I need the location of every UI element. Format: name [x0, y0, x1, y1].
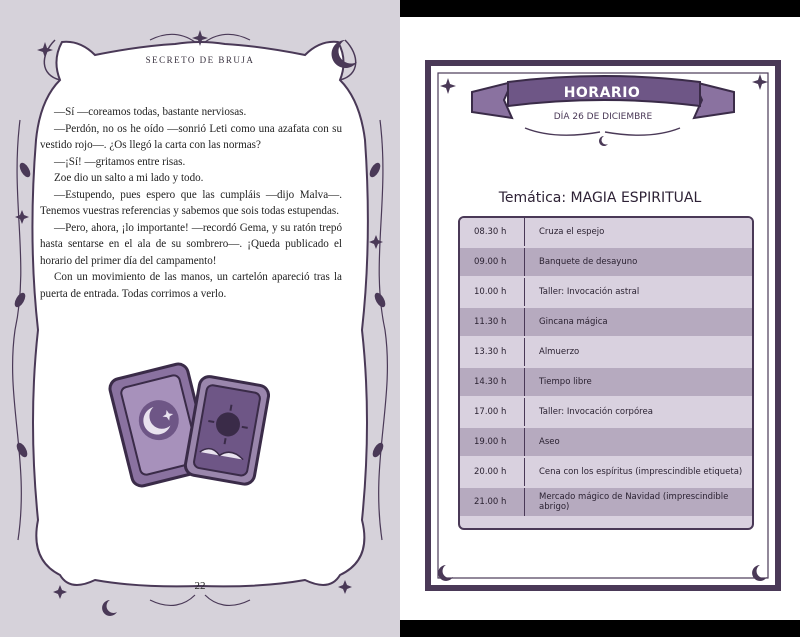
row-activity: Taller: Invocación astral — [539, 287, 640, 297]
row-time: 14.30 h — [474, 377, 507, 387]
table-row — [460, 308, 752, 336]
row-activity: Aseo — [539, 437, 560, 447]
row-activity: Mercado mágico de Navidad (imprescindible abrigo) — [539, 492, 729, 512]
row-activity: Cruza el espejo — [539, 227, 605, 237]
table-row — [460, 338, 752, 366]
table-row — [460, 458, 752, 486]
row-time: 19.00 h — [474, 437, 507, 447]
body-text — [40, 104, 342, 302]
running-head: SECRETO DE BRUJA — [145, 55, 255, 65]
row-activity: Taller: Invocación corpórea — [539, 407, 653, 417]
table-row — [460, 428, 752, 456]
schedule-title: HORARIO — [563, 85, 641, 101]
paragraph: Zoe dio un salto a mi lado y todo. — [54, 172, 204, 184]
paragraph: Con un movimiento de las manos, un cartelón apareció tras la puerta de entrada. Todas corrimos a verlo. — [40, 271, 342, 300]
paragraph: —Estupendo, pues espero que las cumpláis —dijo Malva—. Tenemos vuestras referencias y sabemos que sois todas estupendas. — [40, 188, 342, 217]
row-time: 08.30 h — [474, 227, 507, 237]
paragraph: —¡Sí! —gritamos entre risas. — [54, 155, 186, 168]
row-activity: Gincana mágica — [539, 317, 608, 327]
paragraph: —Pero, ahora, ¡lo importante! —recordó Gema, y su ratón trepó hasta sentarse en el ala de su sombrero—. ¡Queda publicado el horario del primer día del campamento! — [40, 221, 342, 267]
table-row — [460, 488, 752, 516]
page-number: 22 — [194, 580, 206, 592]
row-activity: Almuerzo — [539, 347, 580, 357]
row-time: 13.30 h — [474, 347, 507, 357]
table-row — [460, 218, 752, 246]
row-activity: Cena con los espíritus (imprescindible etiqueta) — [539, 467, 743, 477]
schedule-table — [458, 216, 754, 530]
row-time: 21.00 h — [474, 497, 507, 507]
schedule-theme: Temática: MAGIA ESPIRITUAL — [498, 190, 702, 206]
row-activity: Banquete de desayuno — [539, 257, 638, 267]
table-row — [460, 398, 752, 426]
paragraph: —Perdón, no os he oído —sonrió Leti como una azafata con su vestido rojo—. ¿Os llegó la carta con las normas? — [40, 122, 342, 151]
table-row — [460, 278, 752, 306]
table-row — [460, 368, 752, 396]
schedule-date: DÍA 26 DE DICIEMBRE — [553, 112, 653, 122]
row-time: 10.00 h — [474, 287, 507, 297]
row-time: 09.00 h — [474, 257, 507, 267]
paragraph: —Sí —coreamos todas, bastante nerviosas. — [54, 106, 247, 118]
row-time: 20.00 h — [474, 467, 507, 477]
row-time: 11.30 h — [474, 317, 507, 327]
tarot-cards-illustration — [100, 360, 270, 490]
row-time: 17.00 h — [474, 407, 507, 417]
table-row — [460, 248, 752, 276]
row-activity: Tiempo libre — [539, 377, 592, 387]
